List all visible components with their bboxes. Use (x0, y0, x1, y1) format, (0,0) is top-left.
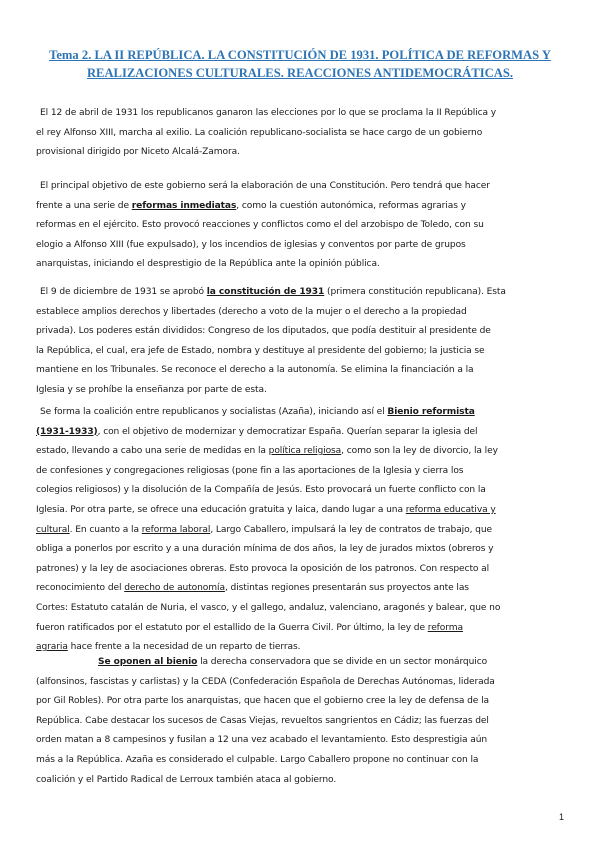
paragraph-provisional-government (36, 177, 564, 275)
text-segment: estado, llevando a cabo una serie de medidas en la (36, 446, 269, 457)
text-line: privada). Los poderes están divididos: Congreso de los diputados, que podía destituir al presidente de (36, 326, 491, 337)
text-segment: fueron ratificados por el estatuto por el estallido de la Guerra Civil. Por último, la ley de (36, 622, 428, 633)
text-segment: hace frente a la necesidad de un reparto de tierras. (67, 642, 301, 653)
page-number: 1 (558, 812, 564, 822)
text-line: establece amplios derechos y libertades (derecho a voto de la mujer o el derecho a la propiedad (36, 306, 467, 317)
paragraph-opposition (36, 653, 564, 790)
text-line (36, 442, 564, 462)
key-term-cultural: cultural (36, 524, 70, 535)
key-term-politica-religiosa: política religiosa (268, 446, 342, 457)
text-line: mantiene en los Tribunales. Se reconoce el derecho a la autonomía. Se elimina la financiación a la (36, 365, 474, 376)
key-term-constitucion-1931: la constitución de 1931 (206, 287, 325, 297)
text-segment: (primera constitución republicana). Esta (324, 287, 506, 297)
text-segment: El 9 de diciembre de 1931 se aprobó (40, 287, 207, 297)
title-line-2: REALIZACIONES CULTURALES. REACCIONES ANTIDEMOCRÁTICAS. (86, 66, 514, 80)
text-segment: , Largo Caballero, impulsará la ley de contratos de trabajo, que (210, 524, 492, 535)
text-segment: , distintas regiones presentarán sus proyectos ante las (224, 583, 469, 594)
text-line: provisional dirigido por Niceto Alcalá-Zamora. (36, 147, 240, 158)
text-line: orden matan a 8 campesinos y fusilan a 12 una vez acabado el levantamiento. Esto desprestigia aún (36, 735, 488, 746)
text-line: reformas en el ejército. Esto provocó reacciones y conflictos como el del arzobispo de Toledo, con su (36, 220, 484, 231)
key-term-reforma-educativa: reforma educativa y (405, 504, 496, 515)
title-line-1: Tema 2. LA II REPÚBLICA. LA CONSTITUCIÓN DE 1931. POLÍTICA DE REFORMAS Y (49, 48, 551, 62)
paragraph-bienio-reformista (36, 403, 564, 658)
text-segment: . En cuanto a la (69, 524, 142, 535)
text-line: elogio a Alfonso XIII (fue expulsado), y los incendios de iglesias y conventos por parte de grupos (36, 239, 466, 250)
text-line (36, 579, 564, 599)
text-line: patrones) y la ley de asociaciones obreras. Esto provoca la oposición de los patronos. Con respecto al (36, 563, 490, 574)
key-term-reforma-agraria: reforma (427, 622, 463, 633)
text-line (36, 283, 564, 303)
text-line: (alfonsinos, fascistas y carlistas) y la CEDA (Confederación Española de Derechas Autónomas, liderada (36, 676, 495, 687)
text-line: coalición y el Partido Radical de Lerroux también ataca al gobierno. (36, 774, 337, 785)
paragraph-proclamation (36, 104, 564, 163)
text-line: la República, el cual, era jefe de Estado, nombra y destituye al presidente del gobierno; la justicia se (36, 345, 485, 356)
text-line (36, 653, 564, 673)
text-line: anarquistas, iniciando el desprestigio de la República ante la opinión pública. (36, 259, 380, 270)
text-line: Iglesia y se prohíbe la enseñanza por parte de esta. (36, 384, 267, 395)
key-term-reforma-laboral: reforma laboral (141, 524, 211, 535)
text-line: El 12 de abril de 1931 los republicanos ganaron las elecciones por lo que se proclama la II República y (40, 108, 497, 118)
text-line: El principal objetivo de este gobierno será la elaboración de una Constitución. Pero tendrá que hacer (40, 181, 490, 191)
key-term-agraria: agraria (36, 642, 68, 653)
text-line: más a la República. Azaña es considerado el culpable. Largo Caballero propone no continuar con la (36, 754, 479, 765)
key-term-bienio-reformista: Bienio reformista (387, 407, 475, 417)
text-segment: la derecha conservadora que se divide en un sector monárquico (197, 657, 488, 667)
key-term-bienio-dates: (1931-1933) (36, 426, 98, 437)
text-line (36, 619, 564, 639)
text-segment: , con el objetivo de modernizar y democratizar España. Querían separar la iglesia del (97, 426, 478, 437)
text-line: República. Cabe destacar los sucesos de Casas Viejas, revueltos sangrientos en Cádiz; las fuerzas del (36, 715, 489, 726)
text-line: por Gil Robles). Por otra parte los anarquistas, que hacen que el gobierno cree la ley de defensa de la (36, 696, 489, 707)
text-line: Cortes: Estatuto catalán de Nuria, el vasco, y el gallego, andaluz, valenciano, aragonés y balear, que no (36, 602, 501, 613)
text-segment: , como la cuestión autonómica, reformas agrarias y (236, 200, 466, 211)
text-segment: Se forma la coalición entre republicanos y socialistas (Azaña), iniciando así el (40, 407, 388, 417)
key-term-reformas-inmediatas: reformas inmediatas (131, 200, 237, 211)
text-segment: , como son la ley de divorcio, la ley (341, 446, 498, 457)
document-title (36, 46, 564, 82)
text-line (36, 423, 564, 443)
text-line: el rey Alfonso XIII, marcha al exilio. La coalición republicano-socialista se hace cargo de un gobierno (36, 127, 483, 138)
key-term-se-oponen: Se oponen al bienio (98, 657, 198, 667)
text-line: de confesiones y congregaciones religiosas (pone fin a las aportaciones de la Iglesia y cierra los (36, 465, 464, 476)
text-line (36, 197, 564, 217)
text-segment: frente a una serie de (36, 200, 132, 211)
text-line (36, 521, 564, 541)
key-term-derecho-autonomia: derecho de autonomía (124, 583, 225, 594)
text-segment: reconocimiento del (36, 583, 125, 594)
text-segment: Iglesia. Por otra parte, se ofrece una educación gratuita y laica, dando lugar a una (36, 504, 406, 515)
text-line: colegios religiosos) y la disolución de la Compañía de Jesús. Esto provocará un fuerte conflicto con la (36, 485, 486, 496)
text-line (36, 501, 564, 521)
text-line: obliga a ponerlos por escrito y a una duración mínima de dos años, la ley de jurados mixtos (obreros y (36, 544, 494, 555)
text-line (36, 403, 564, 423)
paragraph-constitution (36, 283, 564, 401)
